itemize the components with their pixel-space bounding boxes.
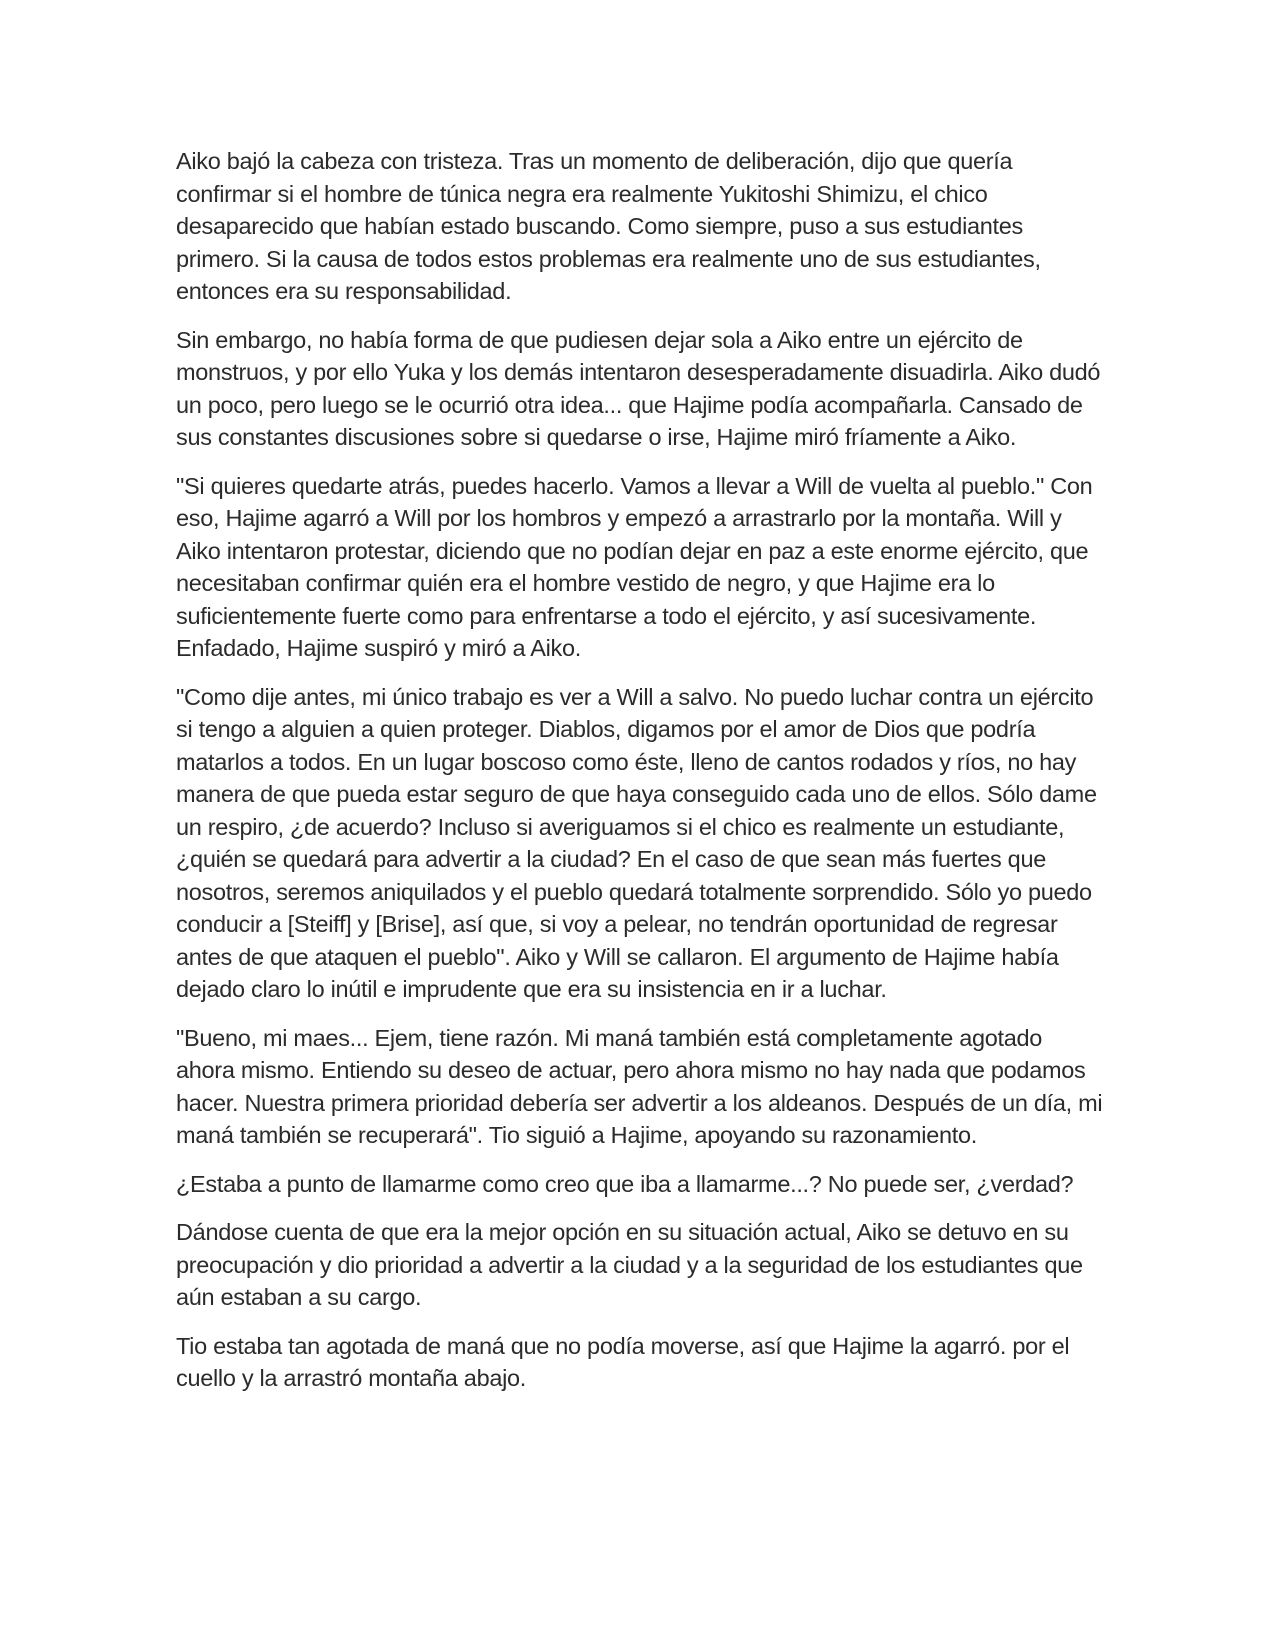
- paragraph: Sin embargo, no había forma de que pudiesen dejar sola a Aiko entre un ejército de monstruos, y por ello Yuka y los demás intentaron desesperadamente disuadirla. Aiko dudó un poco, pero luego se le ocurrió otra idea... que Hajime podía acompañarla. Cansado de sus constantes discusiones sobre si quedarse o irse, Hajime miró fríamente a Aiko.: [176, 326, 1101, 450]
- paragraph: Tio estaba tan agotada de maná que no podía moverse, así que Hajime la agarró. por el cuello y la arrastró montaña abajo.: [176, 1332, 1070, 1391]
- paragraph: Aiko bajó la cabeza con tristeza. Tras un momento de deliberación, dijo que quería confirmar si el hombre de túnica negra era realmente Yukitoshi Shimizu, el chico desaparecido que habían estado buscando. Como siempre, puso a sus estudiantes primero. Si la causa de todos estos problemas era realmente uno de sus estudiantes, entonces era su responsabilidad.: [176, 148, 1041, 304]
- paragraph: "Bueno, mi maes... Ejem, tiene razón. Mi maná también está completamente agotado ahora mismo. Entiendo su deseo de actuar, pero ahora mismo no hay nada que podamos hacer. Nuestra primera prioridad debería ser advertir a los aldeanos. Después de un día, mi maná también se recuperará". Tio siguió a Hajime, apoyando su razonamiento.: [176, 1024, 1103, 1148]
- paragraph: "Si quieres quedarte atrás, puedes hacerlo. Vamos a llevar a Will de vuelta al pueblo." Con eso, Hajime agarró a Will por los hombros y empezó a arrastrarlo por la montaña. Will y Aiko intentaron protestar, diciendo que no podían dejar en paz a este enorme ejército, que necesitaban confirmar quién era el hombre vestido de negro, y que Hajime era lo suficientemente fuerte como para enfrentarse a todo el ejército, y así sucesivamente. Enfadado, Hajime suspiró y miró a Aiko.: [176, 472, 1093, 661]
- document-body: [176, 145, 1106, 1411]
- paragraph: "Como dije antes, mi único trabajo es ver a Will a salvo. No puedo luchar contra un ejército si tengo a alguien a quien proteger. Diablos, digamos por el amor de Dios que podría matarlos a todos. En un lugar boscoso como éste, lleno de cantos rodados y ríos, no hay manera de que pueda estar seguro de que haya conseguido cada uno de ellos. Sólo dame un respiro, ¿de acuerdo? Incluso si averiguamos si el chico es realmente un estudiante, ¿quién se quedará para advertir a la ciudad? En el caso de que sean más fuertes que nosotros, seremos aniquilados y el pueblo quedará totalmente sorprendido. Sólo yo puedo conducir a [Steiff] y [Brise], así que, si voy a pelear, no tendrán oportunidad de regresar antes de que ataquen el pueblo". Aiko y Will se callaron. El argumento de Hajime había dejado claro lo inútil e imprudente que era su insistencia en ir a luchar.: [176, 683, 1097, 1002]
- paragraph: ¿Estaba a punto de llamarme como creo que iba a llamarme...? No puede ser, ¿verdad?: [176, 1170, 1074, 1197]
- paragraph: Dándose cuenta de que era la mejor opción en su situación actual, Aiko se detuvo en su preocupación y dio prioridad a advertir a la ciudad y a la seguridad de los estudiantes que aún estaban a su cargo.: [176, 1219, 1083, 1310]
